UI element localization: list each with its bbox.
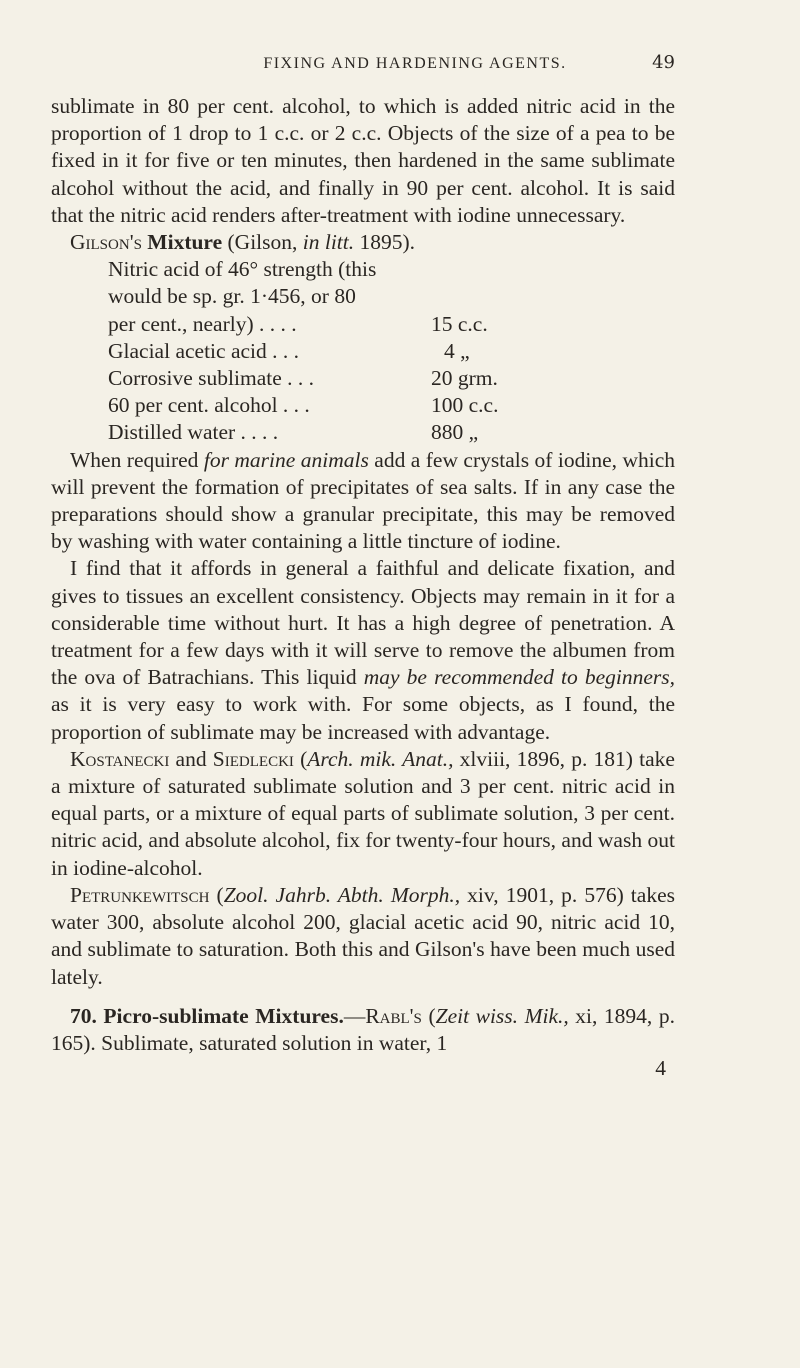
citation-italic: Zool. Jahrb. Abth. Morph., (223, 882, 461, 907)
citation-italic: Arch. mik. Anat., (307, 746, 454, 771)
formula-row-nitric (70, 256, 675, 338)
gilson-formula (70, 229, 675, 447)
section-gap (51, 991, 675, 1003)
mixture-label: Mixture (147, 230, 223, 255)
ingredient: Corrosive sublimate . . . (108, 366, 315, 391)
text-run: xi, 1894, p. 165). Sublimate, saturated solution in water, 1 (51, 1003, 675, 1055)
ingredient: Glacial acetic acid . . . (108, 338, 300, 363)
formula-row (108, 365, 675, 392)
nitric-quantity: 15 c.c. (431, 311, 488, 336)
gilson-heading (70, 229, 675, 256)
text-run: and (169, 746, 213, 771)
author-gilson: Gilson's (70, 230, 142, 255)
ingredient: 60 per cent. alcohol . . . (108, 393, 310, 418)
text-italic: for marine animals (203, 447, 369, 472)
page-number: 49 (652, 52, 675, 73)
text-italic: may be recommended to beginners, (363, 665, 675, 690)
quantity: 4 „ (444, 338, 470, 363)
paragraph-evaluation (51, 555, 675, 745)
paragraph-petrunkewitsch (51, 882, 675, 991)
signature-mark: 4 (655, 1056, 666, 1081)
body-text (51, 93, 675, 1079)
text-run: xlviii, 1896, p. 181) take a mixture of saturated sublimate solution and 3 per cent. nitric acid in equal parts, or a mixture of equal parts of sublimate solution, 3 per cent. nitric acid, and absolute alcohol, fix for twenty-four hours, and wash out in iodine-alcohol. (51, 746, 675, 880)
formula-row (108, 392, 675, 419)
citation-italic: Zeit wiss. Mik., (435, 1003, 569, 1028)
citation-open: (Gilson, (227, 230, 303, 255)
text-run: When required (70, 447, 204, 472)
author-petrunkewitsch: Petrunkewitsch (70, 882, 210, 907)
text-run: xiv, 1901, p. 576) takes water 300, absolute alcohol 200, glacial acetic acid 90, nitric acid 10, and sublimate to saturation. Both this and Gilson's have been much used lately. (51, 882, 675, 989)
paragraph-marine (51, 447, 675, 556)
paragraph-sublimate-alcohol: sublimate in 80 per cent. alcohol, to which is added nitric acid in the proportion of 1 drop to 1 c.c. or 2 c.c. Objects of the size of a pea to be fixed in it for five or ten minutes, then hardened in the same sublimate alcohol without the acid, and finally in 90 per cent. alcohol. It is said that the nitric acid renders after-treatment with iodine unnecessary. (51, 94, 675, 227)
text-run: as it is very easy to work with. For some objects, as I found, the proportion of sublimate may be increased with advantage. (51, 692, 675, 744)
text-run: ( (293, 746, 308, 771)
author-kostanecki: Kostanecki (70, 746, 170, 771)
running-title: FIXING AND HARDENING AGENTS. (263, 55, 567, 72)
author-rabl: Rabl's (365, 1003, 422, 1028)
quantity: 20 grm. (431, 366, 498, 391)
formula-row (108, 419, 675, 446)
text-run: — (343, 1003, 366, 1028)
nitric-acid-note: Nitric acid of 46° strength (this would be sp. gr. 1·456, or 80 per cent., nearly) . . . . (108, 257, 377, 336)
section-heading: 70. Picro-sublimate Mixtures. (70, 1003, 344, 1028)
ingredient: Distilled water . . . . (108, 420, 279, 445)
text-run: ( (209, 882, 224, 907)
paragraph-kostanecki (51, 746, 675, 882)
citation-italic: in litt. (302, 230, 355, 255)
quantity: 100 c.c. (431, 393, 499, 418)
author-siedlecki: Siedlecki (212, 746, 294, 771)
section-70 (51, 1003, 675, 1057)
text-run: ( (421, 1003, 436, 1028)
formula-row (108, 338, 675, 365)
quantity: 880 „ (431, 420, 479, 445)
text-run: add a few crystals of iodine, which will prevent the formation of precipitates of sea salts. If in any case the preparations should show a granular precipitate, this may be removed by washing with water containing a little tincture of iodine. (51, 447, 676, 554)
citation-close: 1895). (354, 230, 416, 255)
text-run: I find that it affords in general a faithful and delicate fixation, and gives to tissues an excellent consistency. Objects may remain in it for a considerable time without hurt. It has a high degree of penetration. A treatment for a few days with it will serve to remove the albumen from the ova of Batrachians. This liquid (51, 556, 675, 690)
